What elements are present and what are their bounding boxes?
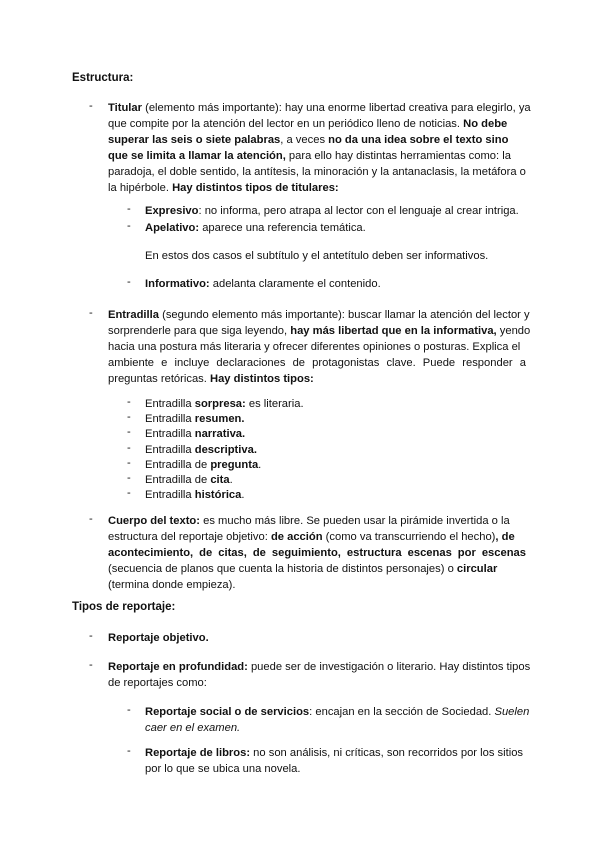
heading-estructura: Estructura:	[72, 72, 134, 84]
bullet-entradilla-type: -	[127, 472, 131, 484]
bullet-social: -	[127, 704, 131, 716]
heading-tipos-reportaje: Tipos de reportaje:	[72, 601, 176, 613]
bullet-entradilla-type: -	[127, 487, 131, 500]
list-item: Entradilla descriptiva.	[145, 443, 257, 456]
bullet-libros: -	[127, 745, 131, 757]
item-expresivo: Expresivo: no informa, pero atrapa al lector con el lenguaje al crear intriga.	[145, 205, 519, 217]
list-item: Entradilla sorpresa: es literaria.	[145, 398, 304, 410]
bullet-objetivo: -	[89, 630, 93, 642]
item-reportaje-objetivo: Reportaje objetivo.	[108, 632, 209, 644]
bullet-entradilla-type: -	[127, 441, 131, 454]
bullet-profundidad: -	[89, 659, 93, 671]
bullet-entradilla-type: -	[127, 426, 131, 439]
term-titular: Titular	[108, 102, 142, 114]
bullet-apelativo: -	[127, 220, 131, 232]
bullet-entradilla-type: -	[127, 411, 131, 424]
bullet-titular: -	[89, 100, 93, 112]
item-apelativo: Apelativo: aparece una referencia temática.	[145, 222, 366, 234]
bullet-cuerpo: -	[89, 513, 93, 525]
list-item: Entradilla histórica.	[145, 489, 245, 502]
item-reportaje-profundidad: Reportaje en profundidad: puede ser de investigación o literario. Hay distintos tipos de reportajes como:	[108, 661, 531, 689]
item-reportaje-social: Reportaje social o de servicios: encajan en la sección de Sociedad. Suelen caer en el examen.	[145, 706, 530, 734]
list-item: Entradilla de cita.	[145, 474, 233, 486]
item-informativo: Informativo: adelanta claramente el contenido.	[145, 278, 381, 290]
list-item: Entradilla resumen.	[145, 413, 245, 426]
list-item: Entradilla narrativa.	[145, 428, 246, 441]
bullet-informativo: -	[127, 276, 131, 288]
bullet-expresivo: -	[127, 203, 131, 215]
bullet-entradilla-type: -	[127, 396, 131, 408]
list-item: Entradilla de pregunta.	[145, 458, 262, 471]
item-reportaje-libros: Reportaje de libros: no son análisis, ni críticas, son recorridos por los sitios por lo que se ubica una novela.	[145, 747, 524, 775]
item-entradilla: Entradilla (segundo elemento más importante): buscar llamar la atención del lector y sorprenderle para que siga leyendo, hay más libertad que en la informativa, yendo hacia una postura más literaria y ofrecer diferentes opiniones o posturas. Explica el ambiente e incluye declaraciones de protagonistas clave. Puede responder a preguntas retóricas. Hay distintos tipos:	[108, 309, 531, 385]
bullet-entradilla: -	[89, 307, 93, 319]
item-cuerpo: Cuerpo del texto: es mucho más libre. Se pueden usar la pirámide invertida o la estructura del reportaje objetivo: de acción (como va transcurriendo el hecho), de acontecimiento, de citas, de seguimiento, estructura escenas por escenas (secuencia de planos que cuenta la historia de distintos personajes) o circular (termina donde empieza).	[108, 515, 526, 591]
bullet-entradilla-type: -	[127, 456, 131, 469]
note-informativos: En estos dos casos el subtítulo y el antetítulo deben ser informativos.	[145, 250, 489, 262]
item-titular: Titular (elemento más importante): hay una enorme libertad creativa para elegirlo, ya que compite por la atención del lector en un periódico lleno de noticias. No debe superar las seis o siete palabras, a veces no da una idea sobre el texto sino que se limita a llamar la atención, para ello hay distintas herramientas como: la paradoja, el doble sentido, la antítesis, la minoración y la antanaclasis, la metáfora o la hipérbole. Hay distintos tipos de titulares:	[108, 102, 531, 194]
